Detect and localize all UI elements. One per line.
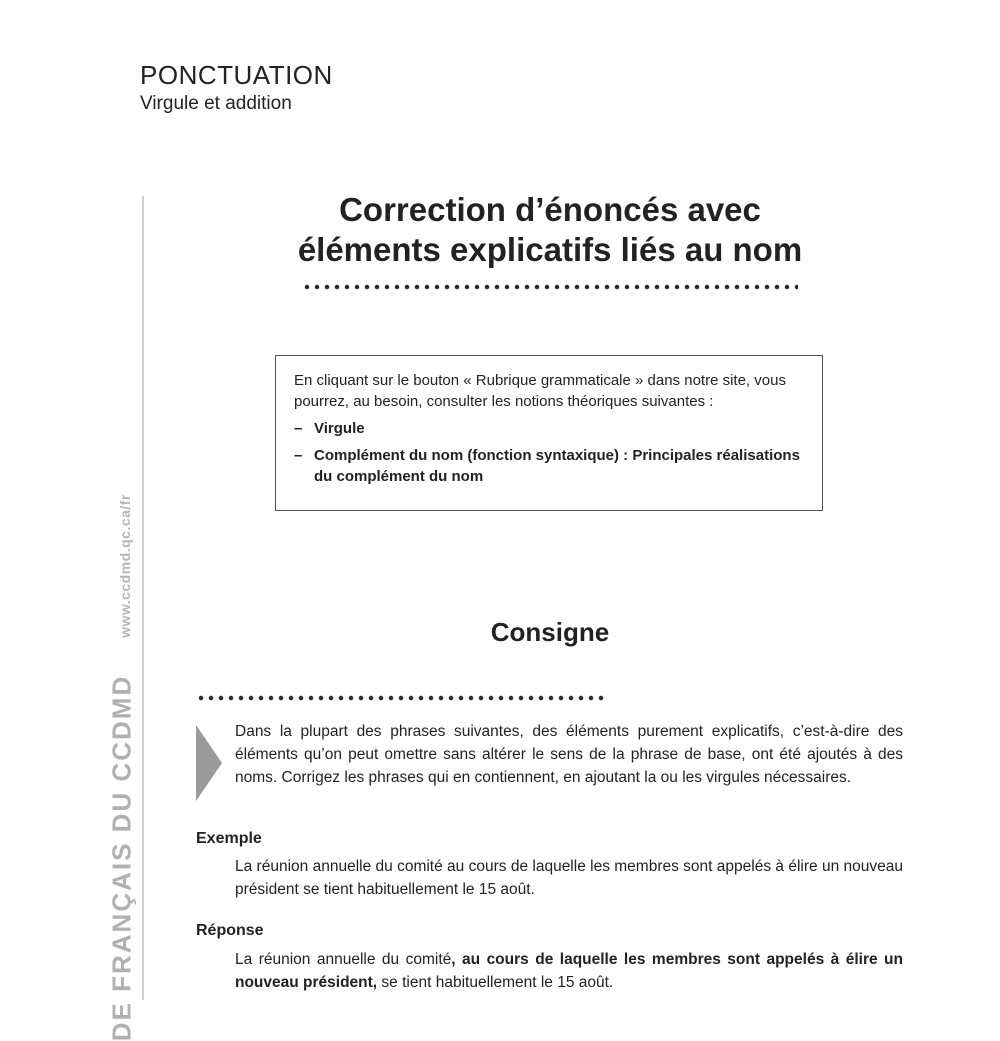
- title-dotted-divider: [302, 282, 798, 292]
- reponse-text-explicative: , au cours de laquelle les membres sont appelés à élire un nouveau président,: [235, 951, 903, 991]
- info-box: [275, 355, 823, 511]
- consigne-dotted-divider: [196, 693, 608, 703]
- exemple-label: Exemple: [196, 830, 262, 847]
- info-box-item-text: Complément du nom (fonction syntaxique) : Principales réalisations du complément du nom: [314, 447, 800, 485]
- info-box-item-dash: –: [294, 420, 303, 437]
- reponse-text-start: La réunion annuelle du comité: [235, 951, 452, 968]
- info-box-intro: En cliquant sur le bouton « Rubrique grammaticale » dans notre site, vous pourrez, au besoin, consulter les notions théoriques suivantes :: [294, 372, 786, 410]
- reponse-label: Réponse: [196, 922, 264, 939]
- page-title-line-1: Correction d’énoncés avec: [339, 191, 761, 228]
- info-box-item-text: Virgule: [314, 420, 365, 437]
- arrow-right-icon: [196, 725, 222, 801]
- left-margin-rule: [142, 196, 144, 1000]
- section-subtitle: Virgule et addition: [140, 93, 292, 114]
- reponse-text-end: se tient habituellement le 15 août.: [377, 974, 614, 991]
- section-title: PONCTUATION: [140, 60, 333, 90]
- consigne-instructions: Dans la plupart des phrases suivantes, des éléments purement explicatifs, c’est-à-dire des éléments qu’on peut omettre sans altérer le sens de la phrase de base, ont été ajoutés à des noms. Corrigez les phrases qui en contiennent, en ajoutant la ou les virgules nécessaires.: [235, 723, 903, 786]
- info-box-item-dash: –: [294, 447, 303, 464]
- info-box-item-complement: [294, 445, 804, 487]
- page-title-line-2: éléments explicatifs liés au nom: [297, 231, 803, 268]
- sidebar-title: DE FRANÇAIS DU CCDMD: [106, 674, 137, 1041]
- info-box-item-virgule: [294, 418, 804, 439]
- sidebar-url: www.ccdmd.qc.ca/fr: [117, 494, 133, 638]
- exemple-text: La réunion annuelle du comité au cours de laquelle les membres sont appelés à élire un nouveau président se tient habituellement le 15 août.: [235, 858, 903, 898]
- consigne-heading: Consigne: [490, 617, 610, 647]
- page-title: [250, 190, 850, 270]
- reponse-text: [235, 948, 903, 994]
